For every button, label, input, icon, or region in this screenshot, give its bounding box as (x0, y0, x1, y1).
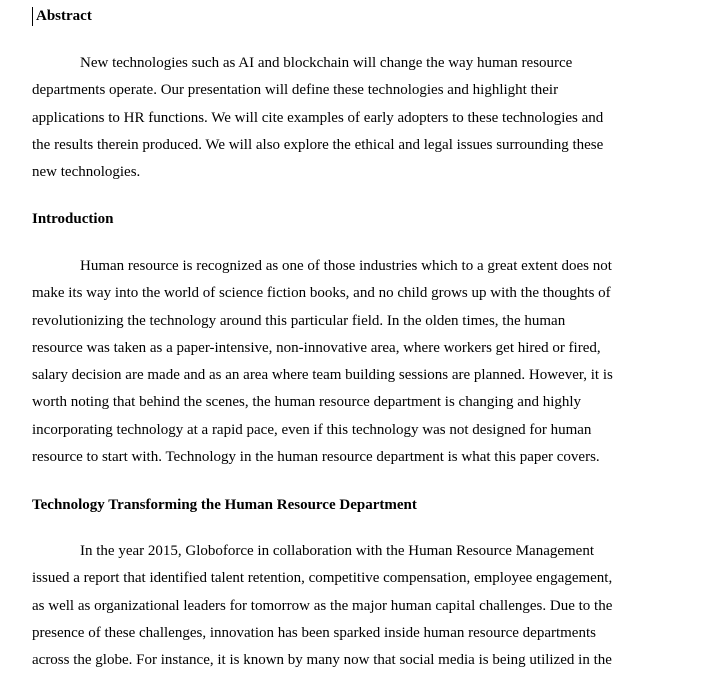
paragraph-line: New technologies such as AI and blockchain will change the way human resource (80, 55, 573, 71)
paragraph-line: as well as organizational leaders for tomorrow as the major human capital challenges. Due to the (32, 597, 613, 614)
paragraph-line: salary decision are made and as an area where team building sessions are planned. However, it is (32, 367, 613, 384)
text-cursor (32, 7, 33, 26)
technology-paragraph (32, 538, 682, 674)
section-heading-technology: Technology Transforming the Human Resource Department (32, 497, 417, 513)
paragraph-line: worth noting that behind the scenes, the human resource department is changing and highly (32, 394, 582, 411)
paragraph-line: Human resource is recognized as one of those industries which to a great extent does not (80, 258, 612, 274)
paragraph-line: issued a report that identified talent retention, competitive compensation, employee engagement, (32, 570, 613, 587)
paragraph-line: applications to HR functions. We will cite examples of early adopters to these technologies and (32, 109, 604, 126)
paragraph-line: presence of these challenges, innovation has been sparked inside human resource departments (32, 624, 596, 641)
paragraph-line: new technologies. (32, 164, 141, 181)
paragraph-line: the results therein produced. We will also explore the ethical and legal issues surrounding these (32, 136, 604, 153)
paragraph-line: across the globe. For instance, it is known by many now that social media is being utilized in the (32, 652, 612, 669)
paragraph-line: revolutionizing the technology around this particular field. In the olden times, the human (32, 312, 566, 329)
abstract-paragraph (32, 50, 682, 186)
paragraph-line: resource was taken as a paper-intensive, non-innovative area, where workers get hired or fired, (32, 339, 601, 356)
paragraph-line: In the year 2015, Globoforce in collaboration with the Human Resource Management (80, 543, 595, 559)
paragraph-line: departments operate. Our presentation will define these technologies and highlight their (32, 82, 559, 99)
paragraph-line: make its way into the world of science fiction books, and no child grows up with the thoughts of (32, 285, 611, 302)
section-heading-abstract: Abstract (36, 8, 92, 24)
paragraph-line: incorporating technology at a rapid pace, even if this technology was not designed for human (32, 421, 592, 438)
paragraph-line: resource to start with. Technology in the human resource department is what this paper covers. (32, 449, 600, 466)
section-heading-introduction: Introduction (32, 211, 114, 227)
introduction-paragraph (32, 253, 682, 471)
